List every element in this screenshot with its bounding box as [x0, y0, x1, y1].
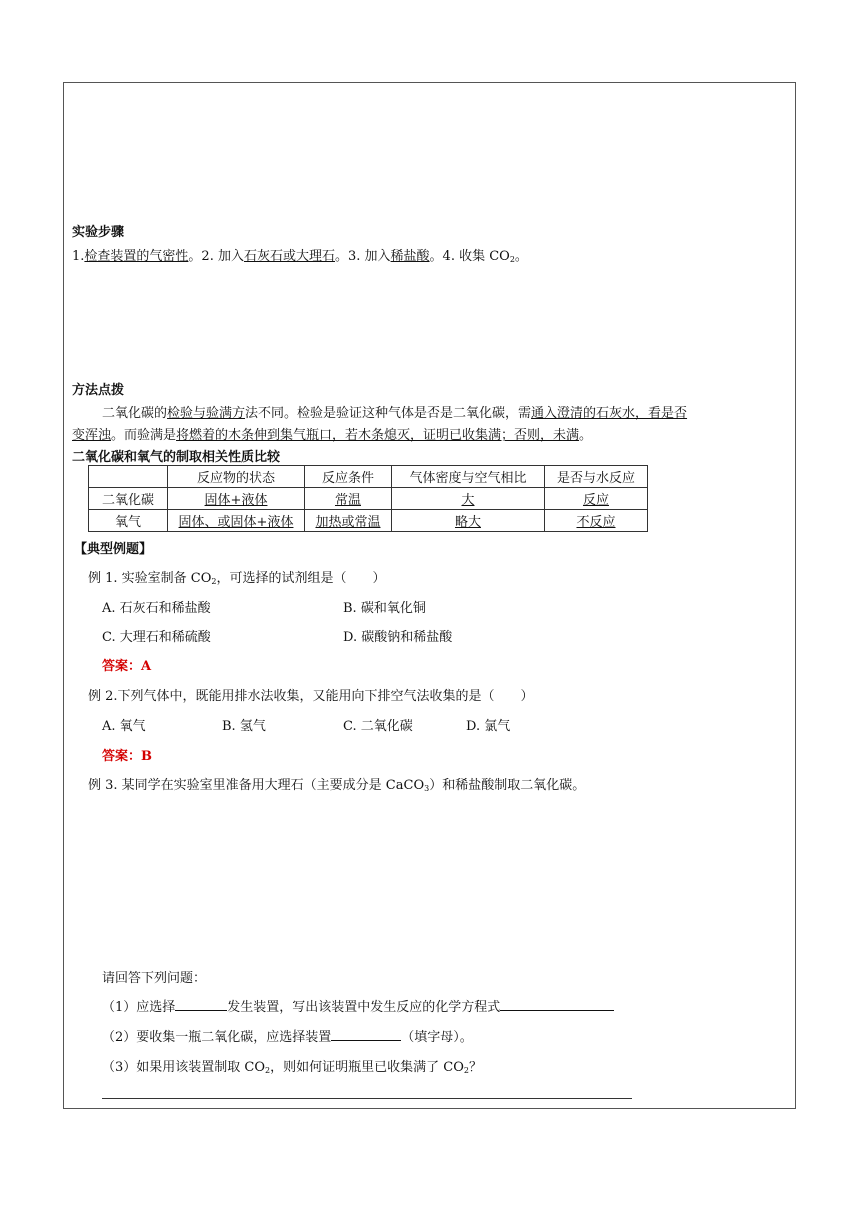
table-cell: 大	[392, 488, 545, 510]
example-1-answer: 答案：A	[102, 659, 152, 674]
method-text: 。而验满是	[111, 428, 177, 443]
example-text: 例 1. 实验室制备 CO	[88, 571, 212, 586]
subscript: 2	[265, 1066, 271, 1075]
table-cell: 二氧化碳	[89, 488, 168, 510]
question-text: （2）要收集一瓶二氧化碳，应选择装置	[102, 1030, 332, 1045]
answer-blank[interactable]	[175, 998, 227, 1011]
step-4-end: 。	[514, 249, 528, 264]
example-2-stem: 例 2.下列气体中，既能用排水法收集，又能用向下排空气法收集的是（ ）	[88, 689, 534, 704]
example-text: ，可选择的试剂组是（ ）	[216, 571, 386, 586]
method-line-2	[72, 424, 592, 443]
subscript: 2	[211, 577, 217, 586]
question-text: （填字母）。	[401, 1030, 473, 1045]
method-underlined: 变浑浊	[72, 428, 112, 443]
method-heading: 方法点拨	[72, 383, 125, 398]
question-text: 发生装置，写出该装置中发生反应的化学方程式	[227, 1000, 501, 1015]
subscript: 3	[424, 784, 430, 793]
example-1-option-d: D. 碳酸钠和稀盐酸	[343, 630, 453, 645]
table-header-row	[89, 466, 648, 488]
example-text: 例 3. 某同学在实验室里准备用大理石（主要成分是 CaCO	[88, 778, 425, 793]
answer-blank[interactable]	[331, 1028, 401, 1041]
example-2-option-d: D. 氯气	[466, 719, 511, 734]
table-header-cell: 气体密度与空气相比	[392, 466, 545, 488]
steps-heading: 实验步骤	[72, 225, 125, 240]
method-underlined: 将燃着的木条伸到集气瓶口，若木条熄灭，证明已收集满；否则，未满	[176, 428, 580, 443]
table-cell: 略大	[392, 510, 545, 532]
answer-blank[interactable]	[500, 998, 614, 1011]
example-3-question-3	[102, 1056, 482, 1075]
document-frame	[63, 82, 796, 1109]
method-underlined: 通入澄清的石灰水，看是否	[531, 406, 688, 421]
method-text: 。	[579, 428, 593, 443]
steps-line	[72, 245, 528, 264]
example-2-option-c: C. 二氧化碳	[343, 719, 413, 734]
method-text: 法不同。检验是验证这种气体是否是二氧化碳，需	[245, 406, 532, 421]
table-header-cell: 反应物的状态	[168, 466, 305, 488]
step-number: 1.	[72, 249, 85, 264]
table-cell: 不反应	[545, 510, 648, 532]
example-3-stem	[88, 774, 585, 793]
table-cell: 常温	[305, 488, 392, 510]
example-3-question-2	[102, 1026, 473, 1045]
example-2-answer: 答案：B	[102, 749, 152, 764]
step-2-text: 石灰石或大理石	[243, 249, 335, 264]
example-1-option-c: C. 大理石和稀硫酸	[102, 630, 211, 645]
example-text: ）和稀盐酸制取二氧化碳。	[429, 778, 586, 793]
step-1-text: 检查装置的气密性	[84, 249, 189, 264]
table-row	[89, 488, 648, 510]
example-2-option-a: A. 氧气	[102, 719, 146, 734]
table-cell: 反应	[545, 488, 648, 510]
example-1-option-b: B. 碳和氧化铜	[343, 601, 426, 616]
example-3-question-1	[102, 996, 614, 1015]
step-4-text: 。4. 收集 CO	[429, 249, 510, 264]
example-2-option-b: B. 氢气	[222, 719, 266, 734]
step-3-prefix: 。3. 加入	[334, 249, 391, 264]
answer-line[interactable]	[102, 1098, 632, 1099]
table-cell: 固体+液体	[168, 488, 305, 510]
subscript: 2	[509, 255, 515, 264]
example-3-prompt: 请回答下列问题：	[102, 971, 207, 986]
examples-heading: 【典型例题】	[74, 542, 153, 557]
table-header-cell: 是否与水反应	[545, 466, 648, 488]
table-header-cell	[89, 466, 168, 488]
table-cell: 氧气	[89, 510, 168, 532]
table-cell: 固体、或固体+液体	[168, 510, 305, 532]
method-text: 二氧化碳的	[102, 406, 168, 421]
method-underlined: 检验与验满方	[167, 406, 246, 421]
step-2-prefix: 。2. 加入	[188, 249, 244, 264]
compare-heading: 二氧化碳和氧气的制取相关性质比较	[72, 450, 281, 465]
method-line-1	[102, 402, 687, 421]
question-text: （1）应选择	[102, 1000, 176, 1015]
table-cell: 加热或常温	[305, 510, 392, 532]
comparison-table	[88, 465, 648, 532]
step-3-text: 稀盐酸	[390, 249, 430, 264]
table-header-cell: 反应条件	[305, 466, 392, 488]
question-text: ？	[468, 1060, 482, 1075]
question-text: ，则如何证明瓶里已收集满了 CO	[270, 1060, 464, 1075]
table-row	[89, 510, 648, 532]
subscript: 2	[463, 1066, 469, 1075]
example-1-option-a: A. 石灰石和稀盐酸	[102, 601, 211, 616]
example-1-stem	[88, 567, 386, 586]
question-text: （3）如果用该装置制取 CO	[102, 1060, 266, 1075]
